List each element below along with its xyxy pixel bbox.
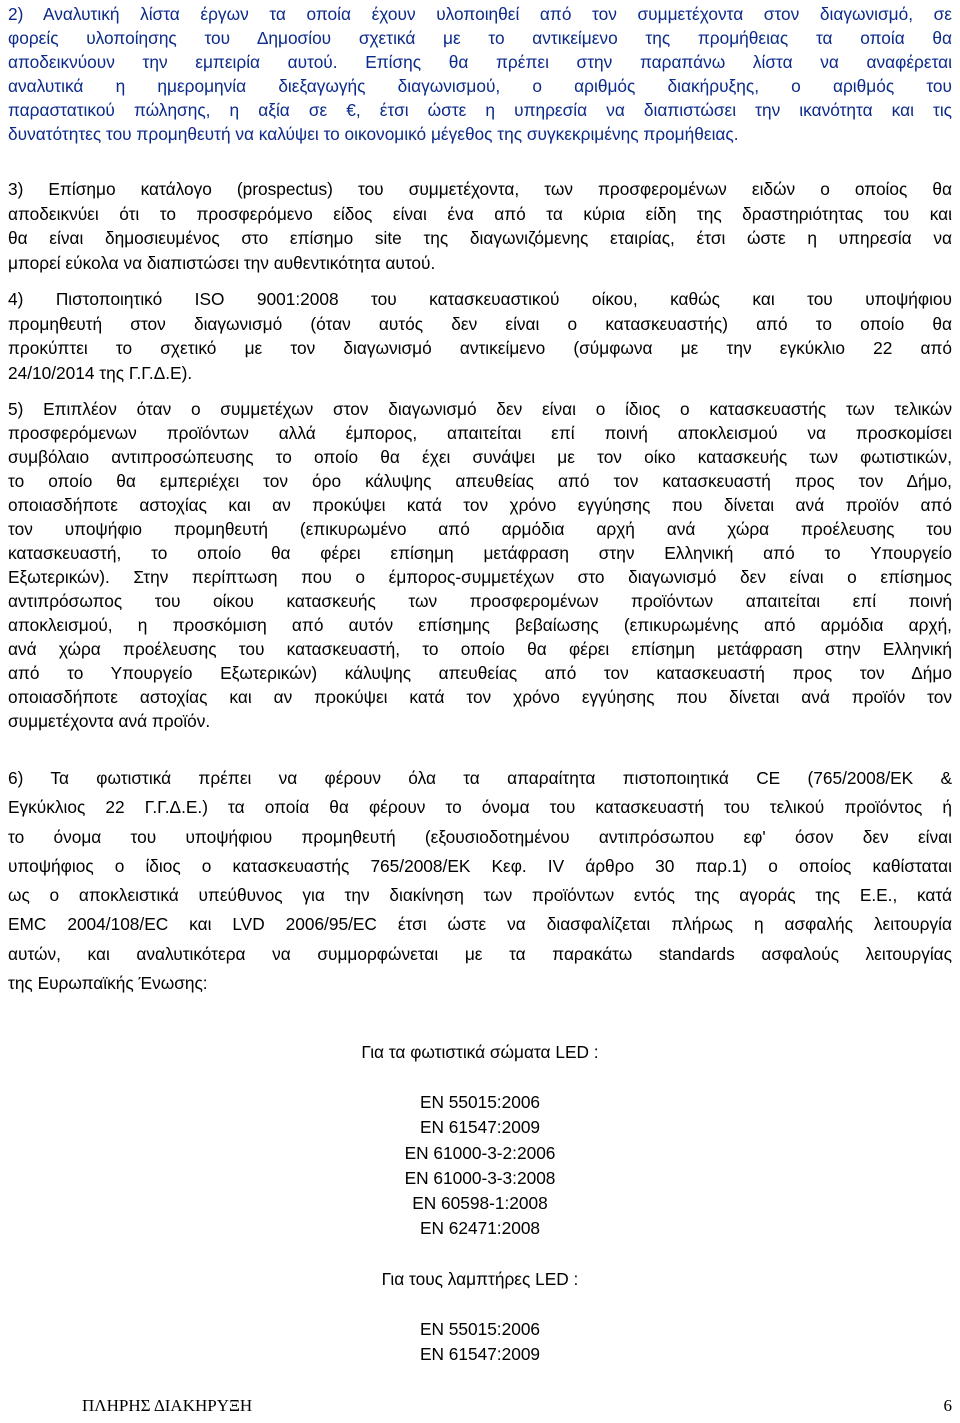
paragraph-line: θα είναι δημοσιευμένος στο επίσημο site της διαγωνιζόμενης εταιρίας, έτσι ώστε η υπηρεσία να — [8, 228, 952, 248]
paragraph-line: υποψήφιος ο ίδιος ο κατασκευαστής 765/2008/ΕΚ Κεφ. IV άρθρο 30 παρ.1) ο οποίος καθίσταται — [8, 855, 952, 876]
paragraph-line: κατασκευαστή, το οποίο θα φέρει επίσημη μετάφραση στην Ελληνική από το Υπουργείο — [8, 543, 952, 563]
paragraph-line: συμμετέχοντα ανά προϊόν. — [8, 711, 211, 731]
paragraph-line: 3) Επίσημο κατάλογο (prospectus) του συμμετέχοντα, των προσφερομένων ειδών ο οποίος θα — [8, 179, 952, 199]
paragraph-line: αποκλεισμού, η προσκόμιση από αυτόν επίσημης βεβαίωσης (επικυρωμένης από αρμόδια αρχή, — [8, 615, 952, 635]
standard-item: EN 61547:2009 — [419, 1344, 541, 1365]
paragraph-line: Εξωτερικών). Στην περίπτωση που ο έμπορος-συμμετέχων στο διαγωνισμό δεν είναι ο επίσημος — [8, 567, 952, 587]
paragraph-line: αποδεικνύει ότι το προσφερόμενο είδος είναι ένα από τα κύρια είδη της δραστηριότητας του και — [8, 203, 952, 224]
paragraph-line: EMC 2004/108/EC και LVD 2006/95/EC έτσι ώστε να διασφαλίζεται πλήρως η ασφαλής λειτουργία — [8, 914, 952, 935]
paragraph-line: από το Υπουργείο Εξωτερικών) κάλυψης απευθείας από τον κατασκευαστή προς τον Δήμο — [8, 663, 952, 683]
paragraph-line: αναλυτικά η ημερομηνία διεξαγωγής διαγωνισμού, ο αριθμός διακήρυξης, ο αριθμός του — [8, 76, 952, 96]
paragraph-line: 5) Επιπλέον όταν ο συμμετέχων στον διαγωνισμό δεν είναι ο ίδιος ο κατασκευαστής των τελικών — [8, 399, 952, 419]
paragraph-line: αποδεικνύουν την εμπειρία αυτού. Επίσης θα πρέπει στην παραπάνω λίστα να αναφέρεται — [8, 52, 952, 72]
paragraph-line: φορείς υλοποίησης του Δημοσίου σχετικά με το αντικείμενο της προμήθειας τα οποία θα — [8, 28, 952, 48]
standard-item: EN 61000-3-3:2008 — [404, 1167, 556, 1188]
led-fixtures-heading — [0, 1040, 960, 1064]
led-fixtures-title: Για τα φωτιστικά σώματα LED : — [361, 1042, 599, 1062]
footer-document-title: ΠΛΗΡΗΣ ΔΙΑΚΗΡΥΞΗ — [82, 1396, 253, 1415]
standard-item: EN 61000-3-2:2006 — [404, 1142, 556, 1163]
led-fixtures-standards-list — [0, 1090, 960, 1242]
page-number: 6 — [943, 1396, 952, 1415]
paragraph-line: ανά χώρα προέλευσης του κατασκευαστή, το οποίο θα φέρει επίσημη μετάφραση στην Ελληνική — [8, 639, 952, 659]
paragraph-line: δυνατότητες του προμηθευτή να καλύψει το οικονομικό μέγεθος της συγκεκριμένης προμήθειας. — [8, 124, 739, 144]
paragraph-line: μπορεί εύκολα να διαπιστώσει την αυθεντικότητα αυτού. — [8, 252, 436, 273]
paragraph-line: προκύπτει το σχετικό με τον διαγωνισμό αντικείμενο (σύμφωνα με την εγκύκλιο 22 από — [8, 338, 952, 358]
paragraph-line: 6) Τα φωτιστικά πρέπει να φέρουν όλα τα απαραίτητα πιστοποιητικά CE (765/2008/ΕΚ & — [8, 768, 952, 788]
led-lamps-title: Για τους λαμπτήρες LED : — [381, 1269, 579, 1289]
paragraph-line: τον υποψήφιο προμηθευτή (επικυρωμένο από αρμόδια αρχή ανά χώρα προέλευσης του — [8, 519, 952, 539]
paragraph-line: αντιπρόσωπος του οίκου κατασκευής των προσφερομένων προϊόντων απαιτείται επί ποινή — [8, 591, 952, 611]
paragraph-line: 2) Αναλυτική λίστα έργων τα οποία έχουν υλοποιηθεί από τον συμμετέχοντα στον διαγωνισμό, σε — [8, 4, 952, 24]
led-lamps-standards-list — [0, 1317, 960, 1368]
standard-item: EN 55015:2006 — [419, 1319, 541, 1339]
paragraph-2 — [8, 2, 952, 146]
paragraph-line: προσφερόμενων προϊόντων αλλά έμπορος, απαιτείται επί ποινή αποκλεισμού να προσκομίσει — [8, 423, 952, 443]
paragraph-line: Εγκύκλιος 22 Γ.Γ.Δ.Ε.) τα οποία θα φέρουν το όνομα του κατασκευαστή του τελικού προϊόντος ή — [8, 797, 952, 818]
paragraph-line: παραστατικού πώλησης, η αξία σε €, έτσι ώστε η υπηρεσία να διαπιστώσει την ικανότητα και τις — [8, 100, 952, 120]
paragraph-5 — [8, 397, 952, 733]
standard-item: EN 60598-1:2008 — [412, 1193, 548, 1214]
paragraph-line: προμηθευτή στον διαγωνισμό (όταν αυτός δεν είναι ο κατασκευαστής) από το οποίο θα — [8, 313, 952, 334]
paragraph-line: συμβόλαιο αντιπροσώπευσης το οποίο θα έχει συνάψει με τον οίκο κατασκευής των φωτιστικών, — [8, 447, 952, 467]
page-footer — [0, 1396, 960, 1420]
paragraph-line: αυτών, και αναλυτικότερα να συμμορφώνεται με τα παρακάτω standards ασφαλούς λειτουργίας — [8, 943, 952, 964]
standard-item: EN 62471:2008 — [419, 1218, 541, 1239]
paragraph-line: 24/10/2014 της Γ.Γ.Δ.Ε). — [8, 362, 193, 383]
paragraph-line: το όνομα του υποψήφιου προμηθευτή (εξουσιοδοτημένου αντιπρόσωπου εφ' όσον δεν είναι — [8, 826, 952, 847]
standard-item: EN 61547:2009 — [419, 1117, 541, 1138]
standard-item: EN 55015:2006 — [419, 1092, 541, 1112]
paragraph-line: της Ευρωπαϊκής Ένωσης: — [8, 973, 208, 994]
paragraph-4 — [8, 287, 952, 385]
paragraph-line: ως ο αποκλειστικά υπεύθυνος για την διακίνηση των προϊόντων εντός της αγοράς της Ε.Ε., κατά — [8, 885, 952, 906]
paragraph-line: οποιασδήποτε αστοχίας και αν προκύψει κατά τον χρόνο εγγύησης που δίνεται ανά προϊόν τον — [8, 687, 952, 707]
paragraph-line: το οποίο θα εμπεριέχει τον όρο κάλυψης απευθείας από τον κατασκευαστή προς τον Δήμο, — [8, 471, 952, 491]
paragraph-line: 4) Πιστοποιητικό ISO 9001:2008 του κατασκευαστικού οίκου, καθώς και του υποψήφιου — [8, 289, 952, 309]
led-lamps-heading — [0, 1267, 960, 1291]
paragraph-3 — [8, 177, 952, 275]
paragraph-6 — [8, 764, 952, 998]
paragraph-line: οποιασδήποτε αστοχίας και αν προκύψει κατά τον χρόνο εγγύησης που δίνεται ανά προϊόν από — [8, 495, 952, 515]
